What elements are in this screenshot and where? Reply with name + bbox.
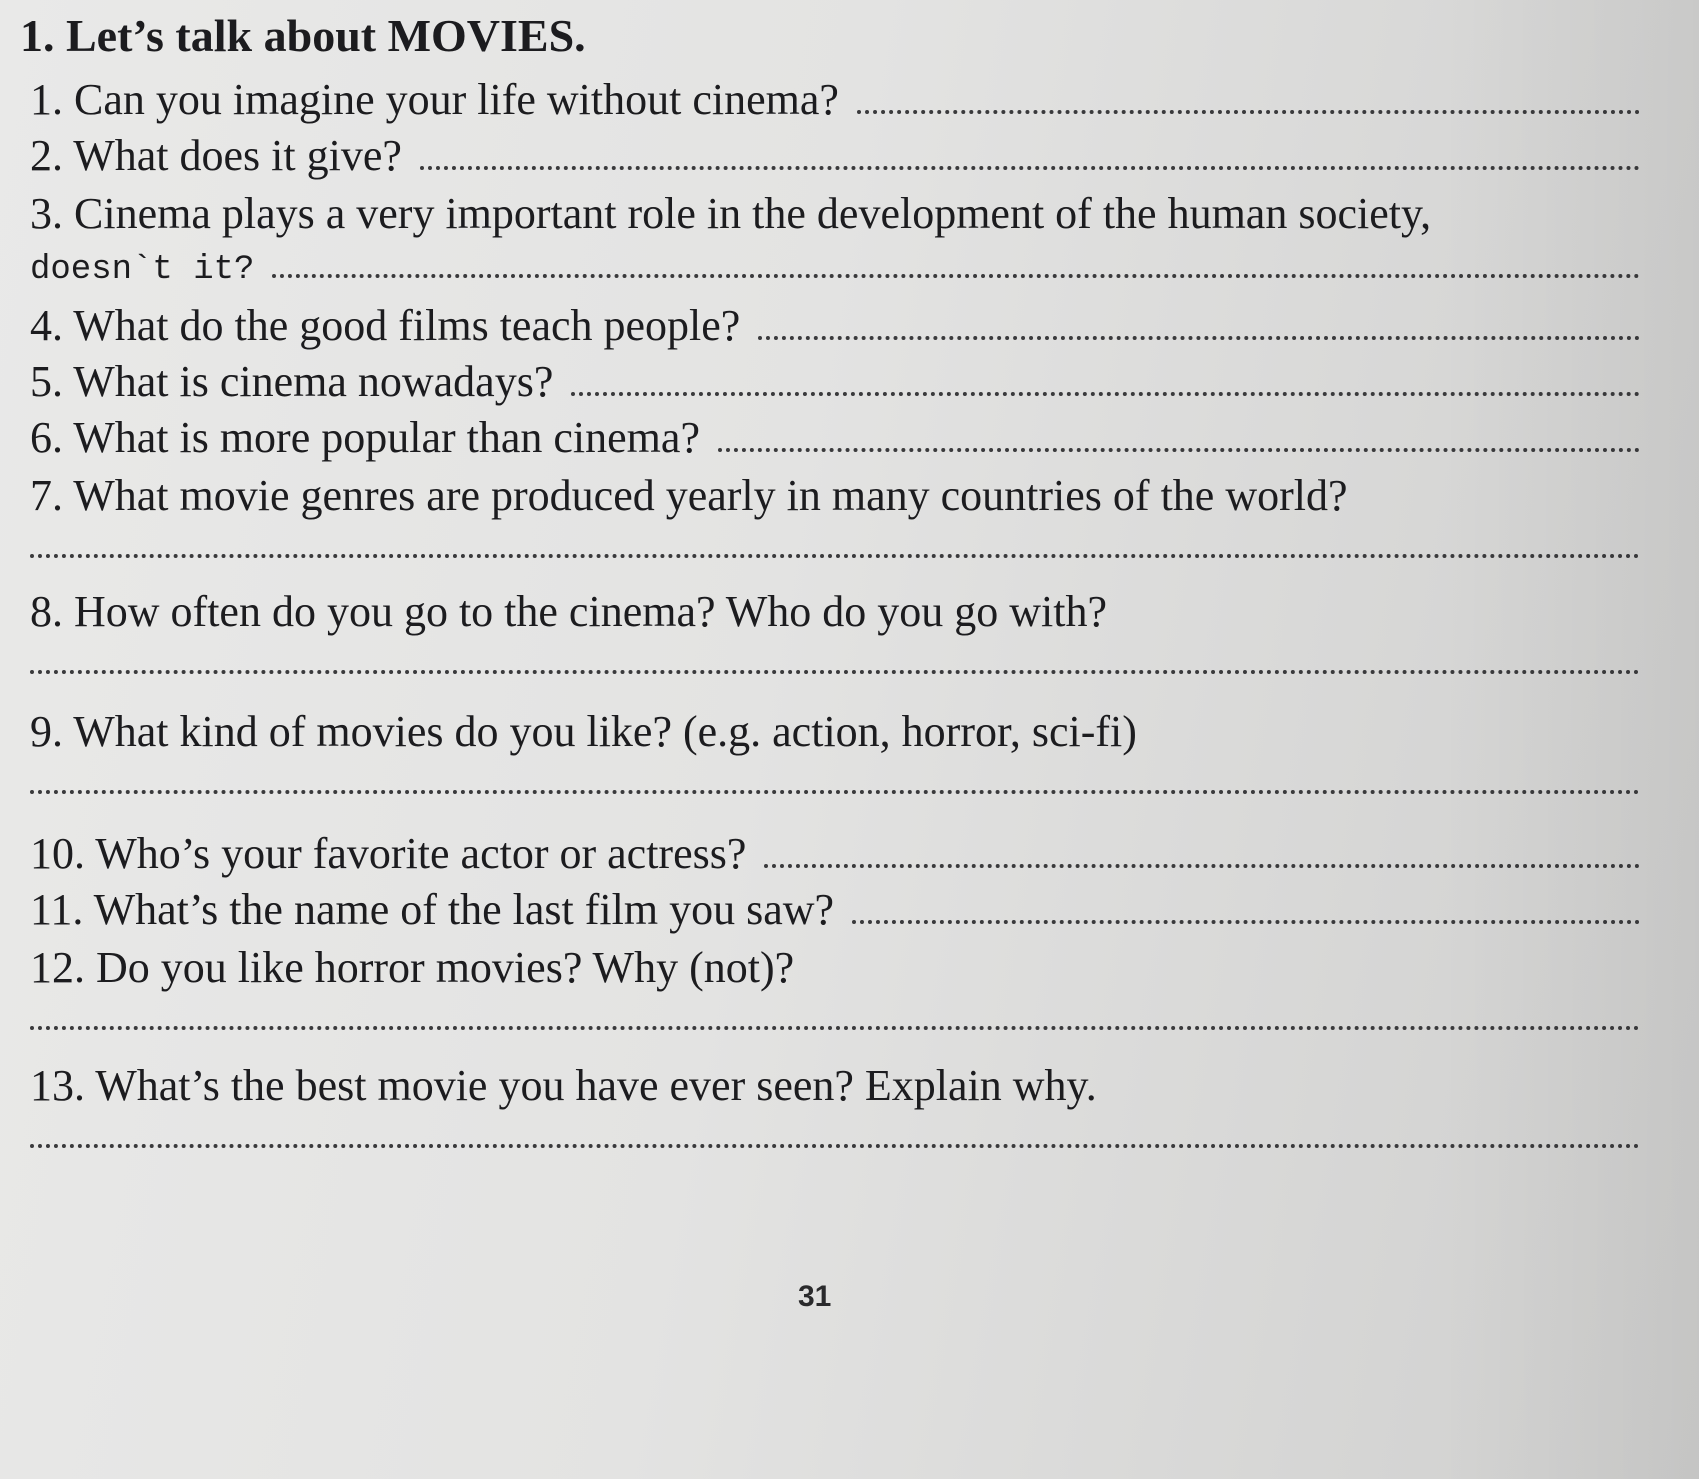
question-text: 5. What is cinema nowadays? bbox=[30, 357, 554, 406]
answer-blank[interactable] bbox=[30, 1132, 1640, 1148]
question-1 bbox=[30, 72, 1640, 132]
question-10 bbox=[30, 826, 1640, 886]
question-5 bbox=[30, 354, 1640, 414]
question-6 bbox=[30, 410, 1640, 470]
question-text: 8. How often do you go to the cinema? Who do you go with? bbox=[30, 587, 1107, 636]
answer-blank[interactable] bbox=[420, 152, 1640, 170]
question-text: 13. What’s the best movie you have ever seen? Explain why. bbox=[30, 1061, 1097, 1110]
answer-blank[interactable] bbox=[30, 542, 1640, 558]
section-title: 1. Let’s talk about MOVIES. bbox=[20, 10, 586, 61]
answer-blank[interactable] bbox=[857, 96, 1640, 114]
answer-blank[interactable] bbox=[764, 850, 1640, 868]
question-4 bbox=[30, 298, 1640, 358]
question-text: 4. What do the good films teach people? bbox=[30, 301, 741, 350]
question-11 bbox=[30, 882, 1640, 942]
question-13 bbox=[30, 1058, 1640, 1178]
question-8 bbox=[30, 584, 1640, 704]
question-text: 3. Cinema plays a very important role in the development of the human society, bbox=[30, 189, 1432, 238]
question-text: 12. Do you like horror movies? Why (not)? bbox=[30, 943, 795, 992]
question-text: 6. What is more popular than cinema? bbox=[30, 413, 700, 462]
answer-blank[interactable] bbox=[718, 434, 1640, 452]
answer-blank[interactable] bbox=[571, 378, 1640, 396]
answer-blank[interactable] bbox=[30, 658, 1640, 674]
answer-blank[interactable] bbox=[272, 260, 1640, 278]
page-number: 31 bbox=[798, 1280, 832, 1313]
answer-blank[interactable] bbox=[758, 322, 1640, 340]
question-text: 10. Who’s your favorite actor or actress? bbox=[30, 829, 747, 878]
question-continuation: doesn`t it? bbox=[30, 251, 255, 289]
question-2 bbox=[30, 128, 1640, 188]
question-text: 2. What does it give? bbox=[30, 131, 402, 180]
answer-blank[interactable] bbox=[30, 778, 1640, 794]
question-text: 9. What kind of movies do you like? (e.g. action, horror, sci-fi) bbox=[30, 707, 1137, 756]
question-3 bbox=[30, 186, 1640, 306]
question-text: 1. Can you imagine your life without cinema? bbox=[30, 75, 839, 124]
question-9 bbox=[30, 704, 1640, 824]
question-text: 7. What movie genres are produced yearly in many countries of the world? bbox=[30, 471, 1348, 520]
answer-blank[interactable] bbox=[852, 906, 1640, 924]
question-12 bbox=[30, 940, 1640, 1060]
question-text: 11. What’s the name of the last film you saw? bbox=[30, 885, 835, 934]
question-7 bbox=[30, 468, 1640, 588]
answer-blank[interactable] bbox=[30, 1014, 1640, 1030]
